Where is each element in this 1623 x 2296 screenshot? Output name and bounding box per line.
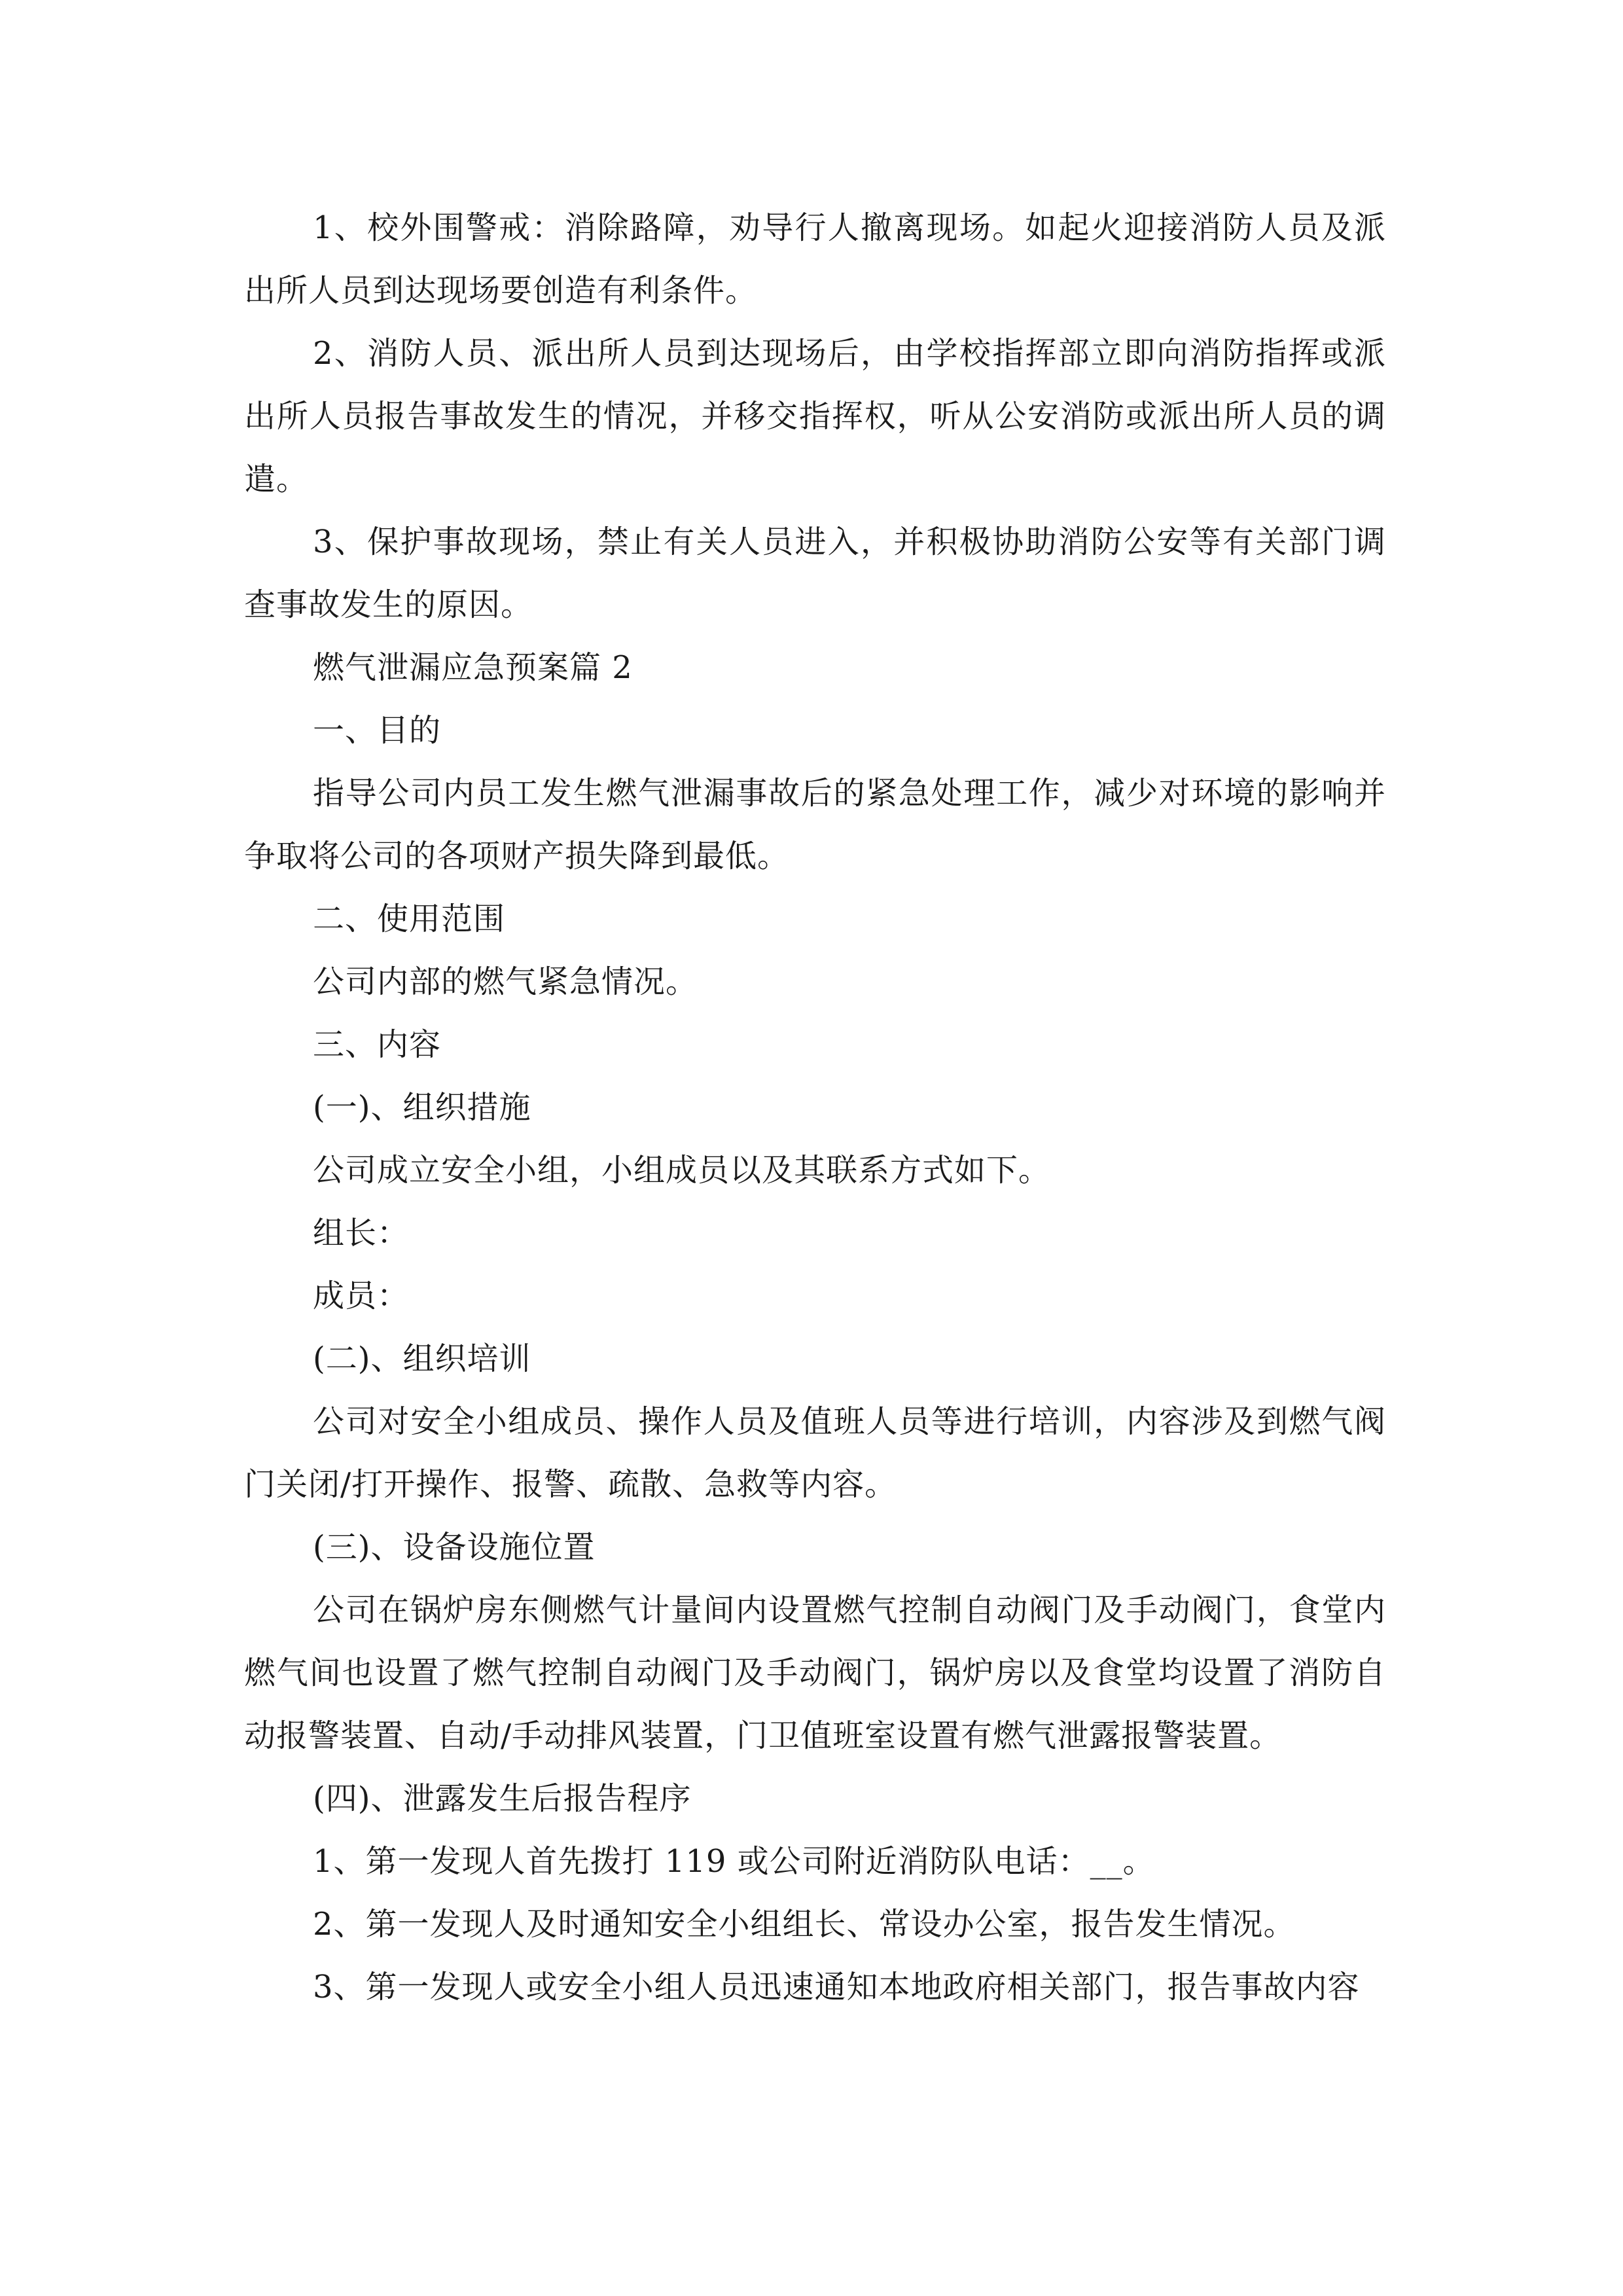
section-title: 燃气泄漏应急预案篇 2 bbox=[313, 649, 633, 686]
subheading-equipment-location: (三)、设备设施位置 bbox=[313, 1529, 596, 1566]
heading-purpose: 一、目的 bbox=[313, 712, 442, 749]
field-team-leader: 组长： bbox=[313, 1215, 410, 1251]
paragraph-report-step-2: 2、第一发现人及时通知安全小组组长、常设办公室，报告发生情况。 bbox=[313, 1906, 1296, 1943]
field-team-members: 成员： bbox=[313, 1278, 410, 1314]
paragraph-report-step-3: 3、第一发现人或安全小组人员迅速通知本地政府相关部门，报告事故内容 bbox=[313, 1969, 1360, 2005]
paragraph-handover-command: 2、消防人员、派出所人员到达现场后，由学校指挥部立即向消防指挥或派出所人员报告事故发生的情况，并移交指挥权，听从公安消防或派出所人员的调遣。 bbox=[244, 335, 1386, 497]
paragraph-protect-scene: 3、保护事故现场，禁止有关人员进入，并积极协助消防公安等有关部门调查事故发生的原因。 bbox=[244, 524, 1386, 623]
subheading-organization: (一)、组织措施 bbox=[313, 1089, 531, 1126]
paragraph-purpose: 指导公司内员工发生燃气泄漏事故后的紧急处理工作，减少对环境的影响并争取将公司的各项财产损失降到最低。 bbox=[244, 775, 1386, 874]
paragraph-training: 公司对安全小组成员、操作人员及值班人员等进行培训，内容涉及到燃气阀门关闭/打开操作、报警、疏散、急救等内容。 bbox=[244, 1403, 1386, 1503]
heading-scope: 二、使用范围 bbox=[313, 901, 506, 937]
heading-content: 三、内容 bbox=[313, 1026, 442, 1063]
paragraph-school-cordon: 1、校外围警戒：消除路障，劝导行人撤离现场。如起火迎接消防人员及派出所人员到达现场要创造有利条件。 bbox=[244, 209, 1386, 309]
document-body bbox=[244, 196, 1386, 2018]
paragraph-safety-team: 公司成立安全小组，小组成员以及其联系方式如下。 bbox=[313, 1152, 1051, 1189]
subheading-reporting-procedure: (四)、泄露发生后报告程序 bbox=[313, 1780, 692, 1817]
paragraph-equipment-location: 公司在锅炉房东侧燃气计量间内设置燃气控制自动阀门及手动阀门，食堂内燃气间也设置了燃气控制自动阀门及手动阀门，锅炉房以及食堂均设置了消防自动报警装置、自动/手动排风装置，门卫值班室设置有燃气泄露报警装置。 bbox=[244, 1592, 1386, 1754]
paragraph-report-step-1: 1、第一发现人首先拨打 119 或公司附近消防队电话：__。 bbox=[313, 1843, 1155, 1880]
subheading-training: (二)、组织培训 bbox=[313, 1340, 531, 1377]
paragraph-scope: 公司内部的燃气紧急情况。 bbox=[313, 963, 698, 1000]
